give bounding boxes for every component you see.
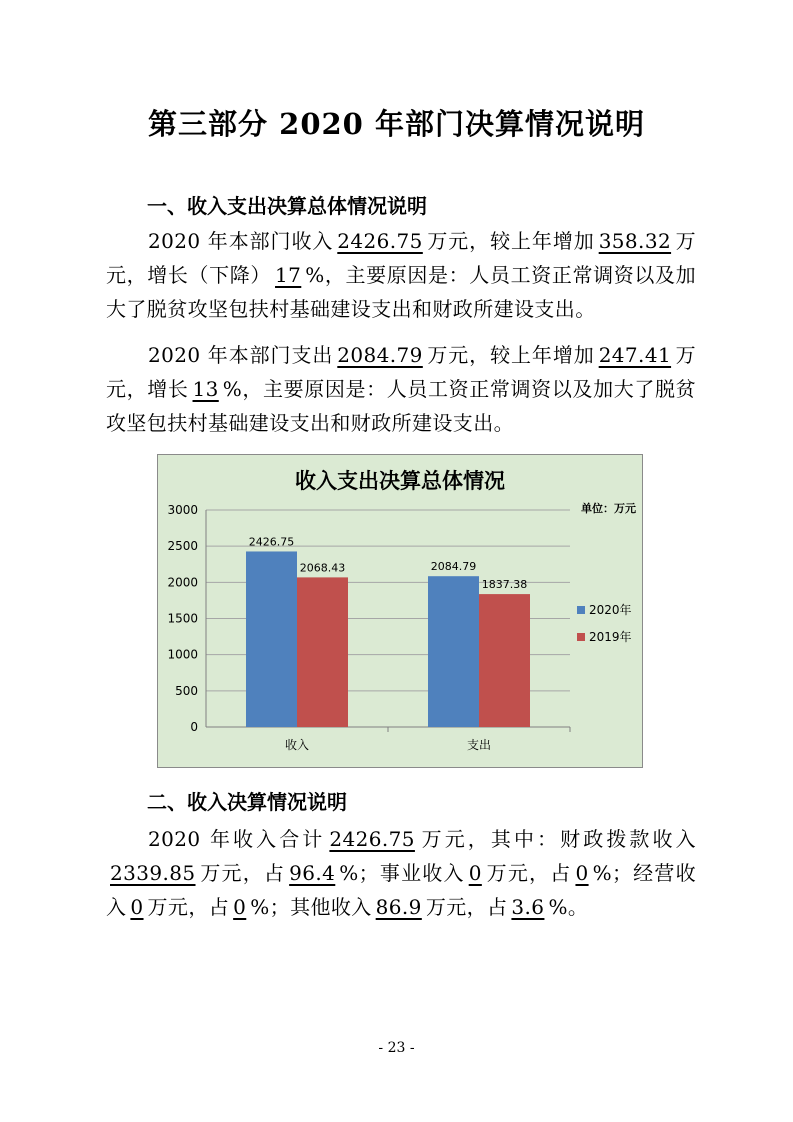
text-run: 万元，占 bbox=[485, 861, 572, 885]
chart-svg bbox=[158, 455, 642, 767]
text-run: 万元，占 bbox=[199, 861, 286, 885]
text-run: %，主要原因是：人员工资正常调资以及加大了脱贫攻坚包扶村基础建设支出和财政所建设支出。 bbox=[106, 263, 696, 321]
operating-income-percent: 0 bbox=[233, 895, 247, 919]
legend-label: 2020年 bbox=[589, 603, 632, 617]
x-tick-label: 收入 bbox=[284, 738, 310, 752]
text-run: 万元，较上年增加 bbox=[426, 343, 595, 367]
business-income-percent: 0 bbox=[575, 861, 589, 885]
y-tick-label: 0 bbox=[190, 720, 198, 734]
text-run: 2020 年本部门收入 bbox=[148, 229, 334, 253]
page-title: 第三部分 2020 年部门决算情况说明 bbox=[148, 107, 645, 141]
bar bbox=[428, 576, 479, 727]
income-total-value: 2426.75 bbox=[337, 229, 423, 253]
bar bbox=[479, 594, 530, 727]
data-label: 1837.38 bbox=[481, 578, 528, 592]
text-run: %。 bbox=[548, 895, 589, 919]
bar bbox=[297, 577, 348, 727]
text-run: 2020 年本部门支出 bbox=[148, 343, 334, 367]
text-run: 万元，增长（下降） bbox=[106, 229, 696, 287]
text-run: 万元，其中：财政拨款收入 bbox=[418, 827, 696, 851]
page-number: - 23 - bbox=[378, 1040, 415, 1056]
expense-total-value: 2084.79 bbox=[337, 343, 423, 367]
fiscal-allocation-percent: 96.4 bbox=[289, 861, 336, 885]
fiscal-allocation-value: 2339.85 bbox=[110, 861, 196, 885]
data-label: 2084.79 bbox=[430, 560, 477, 574]
income-paragraph bbox=[106, 224, 696, 326]
legend-swatch bbox=[577, 606, 585, 614]
text-run: 万元，占 bbox=[425, 895, 508, 919]
y-tick-label: 2500 bbox=[167, 539, 198, 554]
y-tick-label: 1000 bbox=[167, 647, 198, 662]
data-label: 2068.43 bbox=[299, 561, 346, 575]
income-growth-value: 17 bbox=[275, 263, 302, 287]
text-run: %；其他收入 bbox=[250, 895, 372, 919]
other-income-value: 86.9 bbox=[375, 895, 422, 919]
operating-income-value: 0 bbox=[130, 895, 144, 919]
expense-paragraph bbox=[106, 338, 696, 440]
y-tick-label: 500 bbox=[175, 683, 198, 698]
income-breakdown-paragraph bbox=[106, 822, 696, 924]
expense-growth-value: 13 bbox=[192, 377, 219, 401]
text-run: 万元，较上年增加 bbox=[426, 229, 595, 253]
income-sum-value: 2426.75 bbox=[329, 827, 415, 851]
income-expense-chart bbox=[157, 454, 643, 768]
x-tick-label: 支出 bbox=[466, 738, 492, 752]
other-income-percent: 3.6 bbox=[511, 895, 545, 919]
text-run: 万元，增长 bbox=[106, 343, 696, 401]
y-tick-label: 1500 bbox=[167, 611, 198, 626]
text-run: %；经营收入 bbox=[106, 861, 696, 919]
chart-title: 收入支出决算总体情况 bbox=[295, 469, 505, 493]
business-income-value: 0 bbox=[468, 861, 482, 885]
y-tick-label: 2000 bbox=[167, 575, 198, 590]
section2-heading: 二、收入决算情况说明 bbox=[147, 790, 347, 814]
data-label: 2426.75 bbox=[248, 535, 295, 549]
income-increase-value: 358.32 bbox=[598, 229, 672, 253]
text-run: 万元，占 bbox=[147, 895, 230, 919]
y-tick-label: 3000 bbox=[167, 503, 198, 517]
legend-label: 2019年 bbox=[589, 630, 632, 644]
text-run: %，主要原因是：人员工资正常调资以及加大了脱贫攻坚包扶村基础建设支出和财政所建设支出。 bbox=[106, 377, 696, 435]
bar bbox=[246, 551, 297, 727]
legend-swatch bbox=[577, 633, 585, 641]
text-run: 2020 年收入合计 bbox=[148, 827, 326, 851]
chart-unit-label: 单位：万元 bbox=[581, 502, 636, 515]
text-run: %；事业收入 bbox=[339, 861, 465, 885]
expense-increase-value: 247.41 bbox=[598, 343, 672, 367]
section1-heading: 一、收入支出决算总体情况说明 bbox=[147, 194, 427, 218]
